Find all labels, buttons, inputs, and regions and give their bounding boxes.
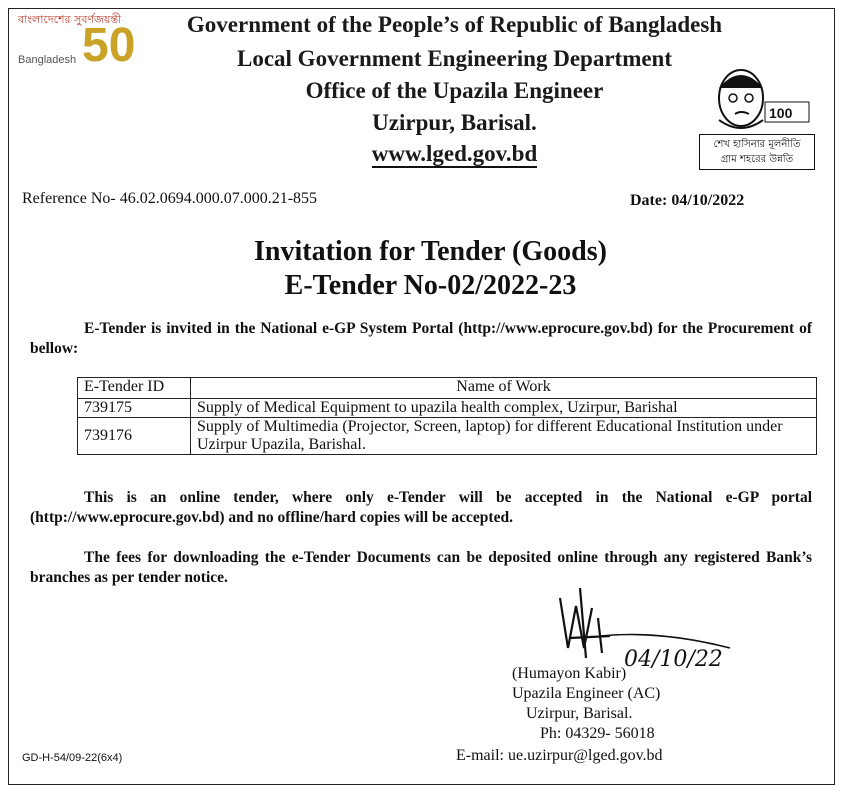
header-location: Uzirpur, Barisal. (372, 110, 537, 135)
logo-label: Bangladesh (18, 54, 77, 66)
online-tender-paragraph: This is an online tender, where only e-Tender will be accepted in the National e-GP portal (http://www.eprocure.gov.bd) and no offline/hard copies will be accepted. (30, 489, 812, 526)
svg-text:100: 100 (769, 105, 793, 121)
logo-bengali-text: বাংলাদেশের সুবর্ণজয়ন্তী (18, 13, 122, 26)
portrait-icon (699, 58, 815, 136)
notice-date: Date: 04/10/2022 (630, 192, 745, 209)
tender-table (77, 377, 817, 455)
logo-number: 50 (82, 19, 136, 72)
fees-paragraph: The fees for downloading the e-Tender Documents can be deposited online through any registered Bank’s branches as per tender notice. (30, 549, 812, 586)
table-header-row (78, 378, 817, 399)
handwritten-date: 04/10/22 (624, 647, 723, 668)
signature-block (512, 664, 660, 744)
notice-title: Invitation for Tender (Goods) (254, 236, 607, 267)
footer-code: GD-H-54/09-22(6x4) (22, 752, 123, 764)
signatory-location: Uzirpur, Barisal. (526, 705, 633, 722)
mujib-caption-line1: শেখ হাসিনার মূলনীতি (713, 139, 801, 150)
header-department: Local Government Engineering Department (236, 46, 673, 71)
signatory-name: (Humayon Kabir) (512, 665, 627, 682)
work-cell: Supply of Medical Equipment to upazila health complex, Uzirpur, Barishal (191, 399, 817, 418)
reference-number: Reference No- 46.02.0694.000.07.000.21-855 (22, 190, 318, 207)
golden-jubilee-logo (18, 13, 136, 84)
mujib-caption-line2: গ্রাম শহরের উন্নতি (720, 154, 794, 165)
header-government: Government of the People’s of Republic of Bangladesh (186, 12, 723, 37)
notice-subtitle: E-Tender No-02/2022-23 (284, 270, 577, 301)
header-website-link[interactable]: www.lged.gov.bd (371, 141, 538, 166)
table-row (78, 399, 817, 418)
tender-id-cell: 739176 (78, 418, 191, 455)
mujib-caption (699, 134, 815, 170)
header-website-line (140, 141, 769, 167)
header-name-of-work: Name of Work (191, 378, 817, 399)
header-office: Office of the Upazila Engineer (305, 78, 604, 103)
tender-id-cell: 739175 (78, 399, 191, 418)
intro-paragraph: E-Tender is invited in the National e-GP System Portal (http://www.eprocure.gov.bd) for the Procurement of bellow: (30, 320, 812, 357)
signatory-designation: Upazila Engineer (AC) (512, 685, 661, 702)
handwritten-signature (540, 578, 740, 668)
header-tender-id: E-Tender ID (78, 378, 191, 399)
mujib-100-logo (699, 58, 815, 170)
work-cell: Supply of Multimedia (Projector, Screen, laptop) for different Educational Institution under Uzirpur Upazila, Barishal. (191, 418, 817, 455)
signatory-phone: Ph: 04329- 56018 (540, 725, 655, 742)
table-row (78, 418, 817, 455)
signatory-email[interactable]: E-mail: ue.uzirpur@lged.gov.bd (456, 747, 663, 764)
